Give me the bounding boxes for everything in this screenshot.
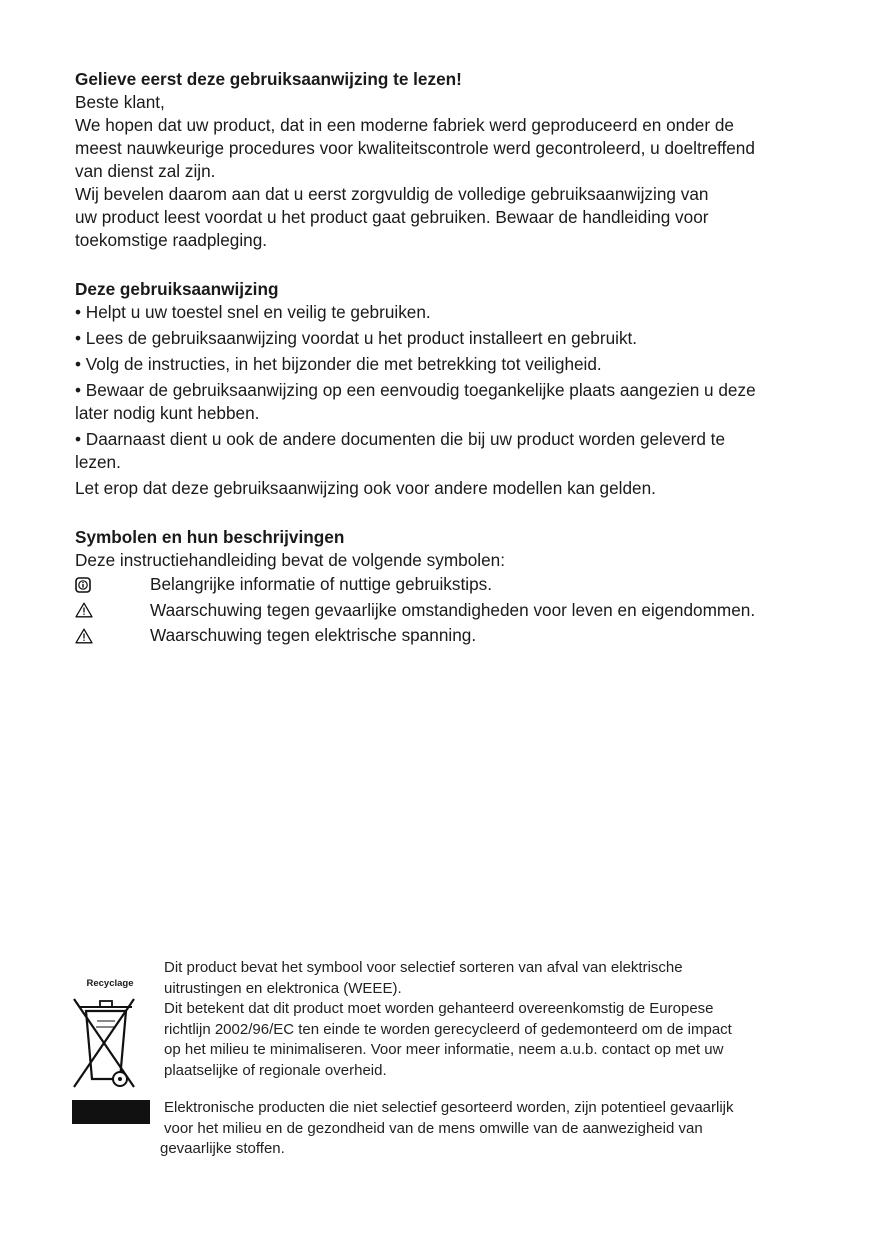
text-line: plaatselijke of regionale overheid. (164, 1061, 387, 1079)
weee-paragraph-2 (164, 999, 804, 1081)
text-line: We hopen dat uw product, dat in een moderne fabriek werd geproduceerd en onder de (75, 115, 734, 135)
text-line: uw product leest voordat u het product gaat gebruiken. Bewaar de handleiding voor (75, 207, 709, 227)
symbol-description: Belangrijke informatie of nuttige gebruikstips. (150, 574, 493, 595)
text-line: gevaarlijke stoffen. (160, 1140, 285, 1157)
black-bar (72, 1100, 150, 1124)
text-line: richtlijn 2002/96/EC ten einde te worden gerecycleerd of gedemonteerd om de impact (164, 1020, 732, 1038)
bullet-item: • Lees de gebruiksaanwijzing voordat u het product installeert en gebruikt. (75, 328, 638, 348)
symbols-heading: Symbolen en hun beschrijvingen (75, 527, 345, 547)
bullet-item: • Volg de instructies, in het bijzonder die met betrekking tot veiligheid. (75, 354, 602, 374)
symbol-description: Waarschuwing tegen elektrische spanning. (150, 625, 477, 646)
warning-icon (75, 628, 150, 644)
weee-paragraph-3 (160, 1098, 804, 1160)
text-line: meest nauwkeurige procedures voor kwaliteitscontrole werd gecontroleerd, u doeltreffend (75, 138, 755, 158)
manual-note: Let erop dat deze gebruiksaanwijzing ook voor andere modellen kan gelden. (75, 478, 656, 498)
warning-icon (75, 602, 150, 618)
text-line: later nodig kunt hebben. (75, 403, 260, 423)
intro-paragraph-1 (75, 114, 805, 183)
symbol-row-warning (75, 598, 805, 624)
weee-paragraph-1 (164, 958, 804, 999)
text-line: voor het milieu en de gezondheid van de mens omwille van de aanwezigheid van (164, 1119, 703, 1137)
text-line: • Bewaar de gebruiksaanwijzing op een eenvoudig toegankelijke plaats aangezien u deze (75, 380, 756, 400)
info-icon (75, 577, 150, 593)
weee-warning (160, 1098, 804, 1160)
text-line: • Daarnaast dient u ook de andere documenten die bij uw product worden geleverd te (75, 429, 726, 449)
salutation: Beste klant, (75, 92, 165, 112)
symbols-intro: Deze instructiehandleiding bevat de volgende symbolen: (75, 550, 505, 570)
text-line: toekomstige raadpleging. (75, 230, 268, 250)
bullet-item (75, 428, 805, 474)
text-line: uitrustingen en elektronica (WEEE). (164, 979, 402, 997)
symbol-description: Waarschuwing tegen gevaarlijke omstandigheden voor leven en eigendommen. (150, 599, 756, 620)
recyclage-label: Recyclage (86, 978, 134, 989)
text-line: Elektronische producten die niet selectief gesorteerd worden, zijn potentieel gevaarlijk (164, 1099, 734, 1116)
document-body (75, 68, 805, 649)
bullet-item: • Helpt u uw toestel snel en veilig te gebruiken. (75, 302, 431, 322)
symbol-row-info (75, 572, 805, 598)
text-line: Dit product bevat het symbool voor selectief sorteren van afval van elektrische (164, 959, 683, 976)
text-line: van dienst zal zijn. (75, 161, 216, 181)
text-line: Dit betekent dat dit product moet worden gehanteerd overeenkomstig de Europese (164, 1000, 714, 1017)
text-line: op het milieu te minimaliseren. Voor meer informatie, neem a.u.b. contact op met uw (164, 1041, 724, 1058)
weee-logo (70, 978, 150, 1094)
text-line: lezen. (75, 452, 121, 472)
text-line: Wij bevelen daarom aan dat u eerst zorgvuldig de volledige gebruiksaanwijzing van (75, 184, 709, 204)
weee-description (164, 958, 804, 1081)
intro-paragraph-2 (75, 183, 805, 252)
manual-heading: Deze gebruiksaanwijzing (75, 279, 279, 299)
symbol-row-electric-warning (75, 623, 805, 649)
crossed-bin-icon (70, 989, 150, 1089)
intro-heading: Gelieve eerst deze gebruiksaanwijzing te lezen! (75, 69, 462, 89)
bullet-item (75, 379, 805, 425)
